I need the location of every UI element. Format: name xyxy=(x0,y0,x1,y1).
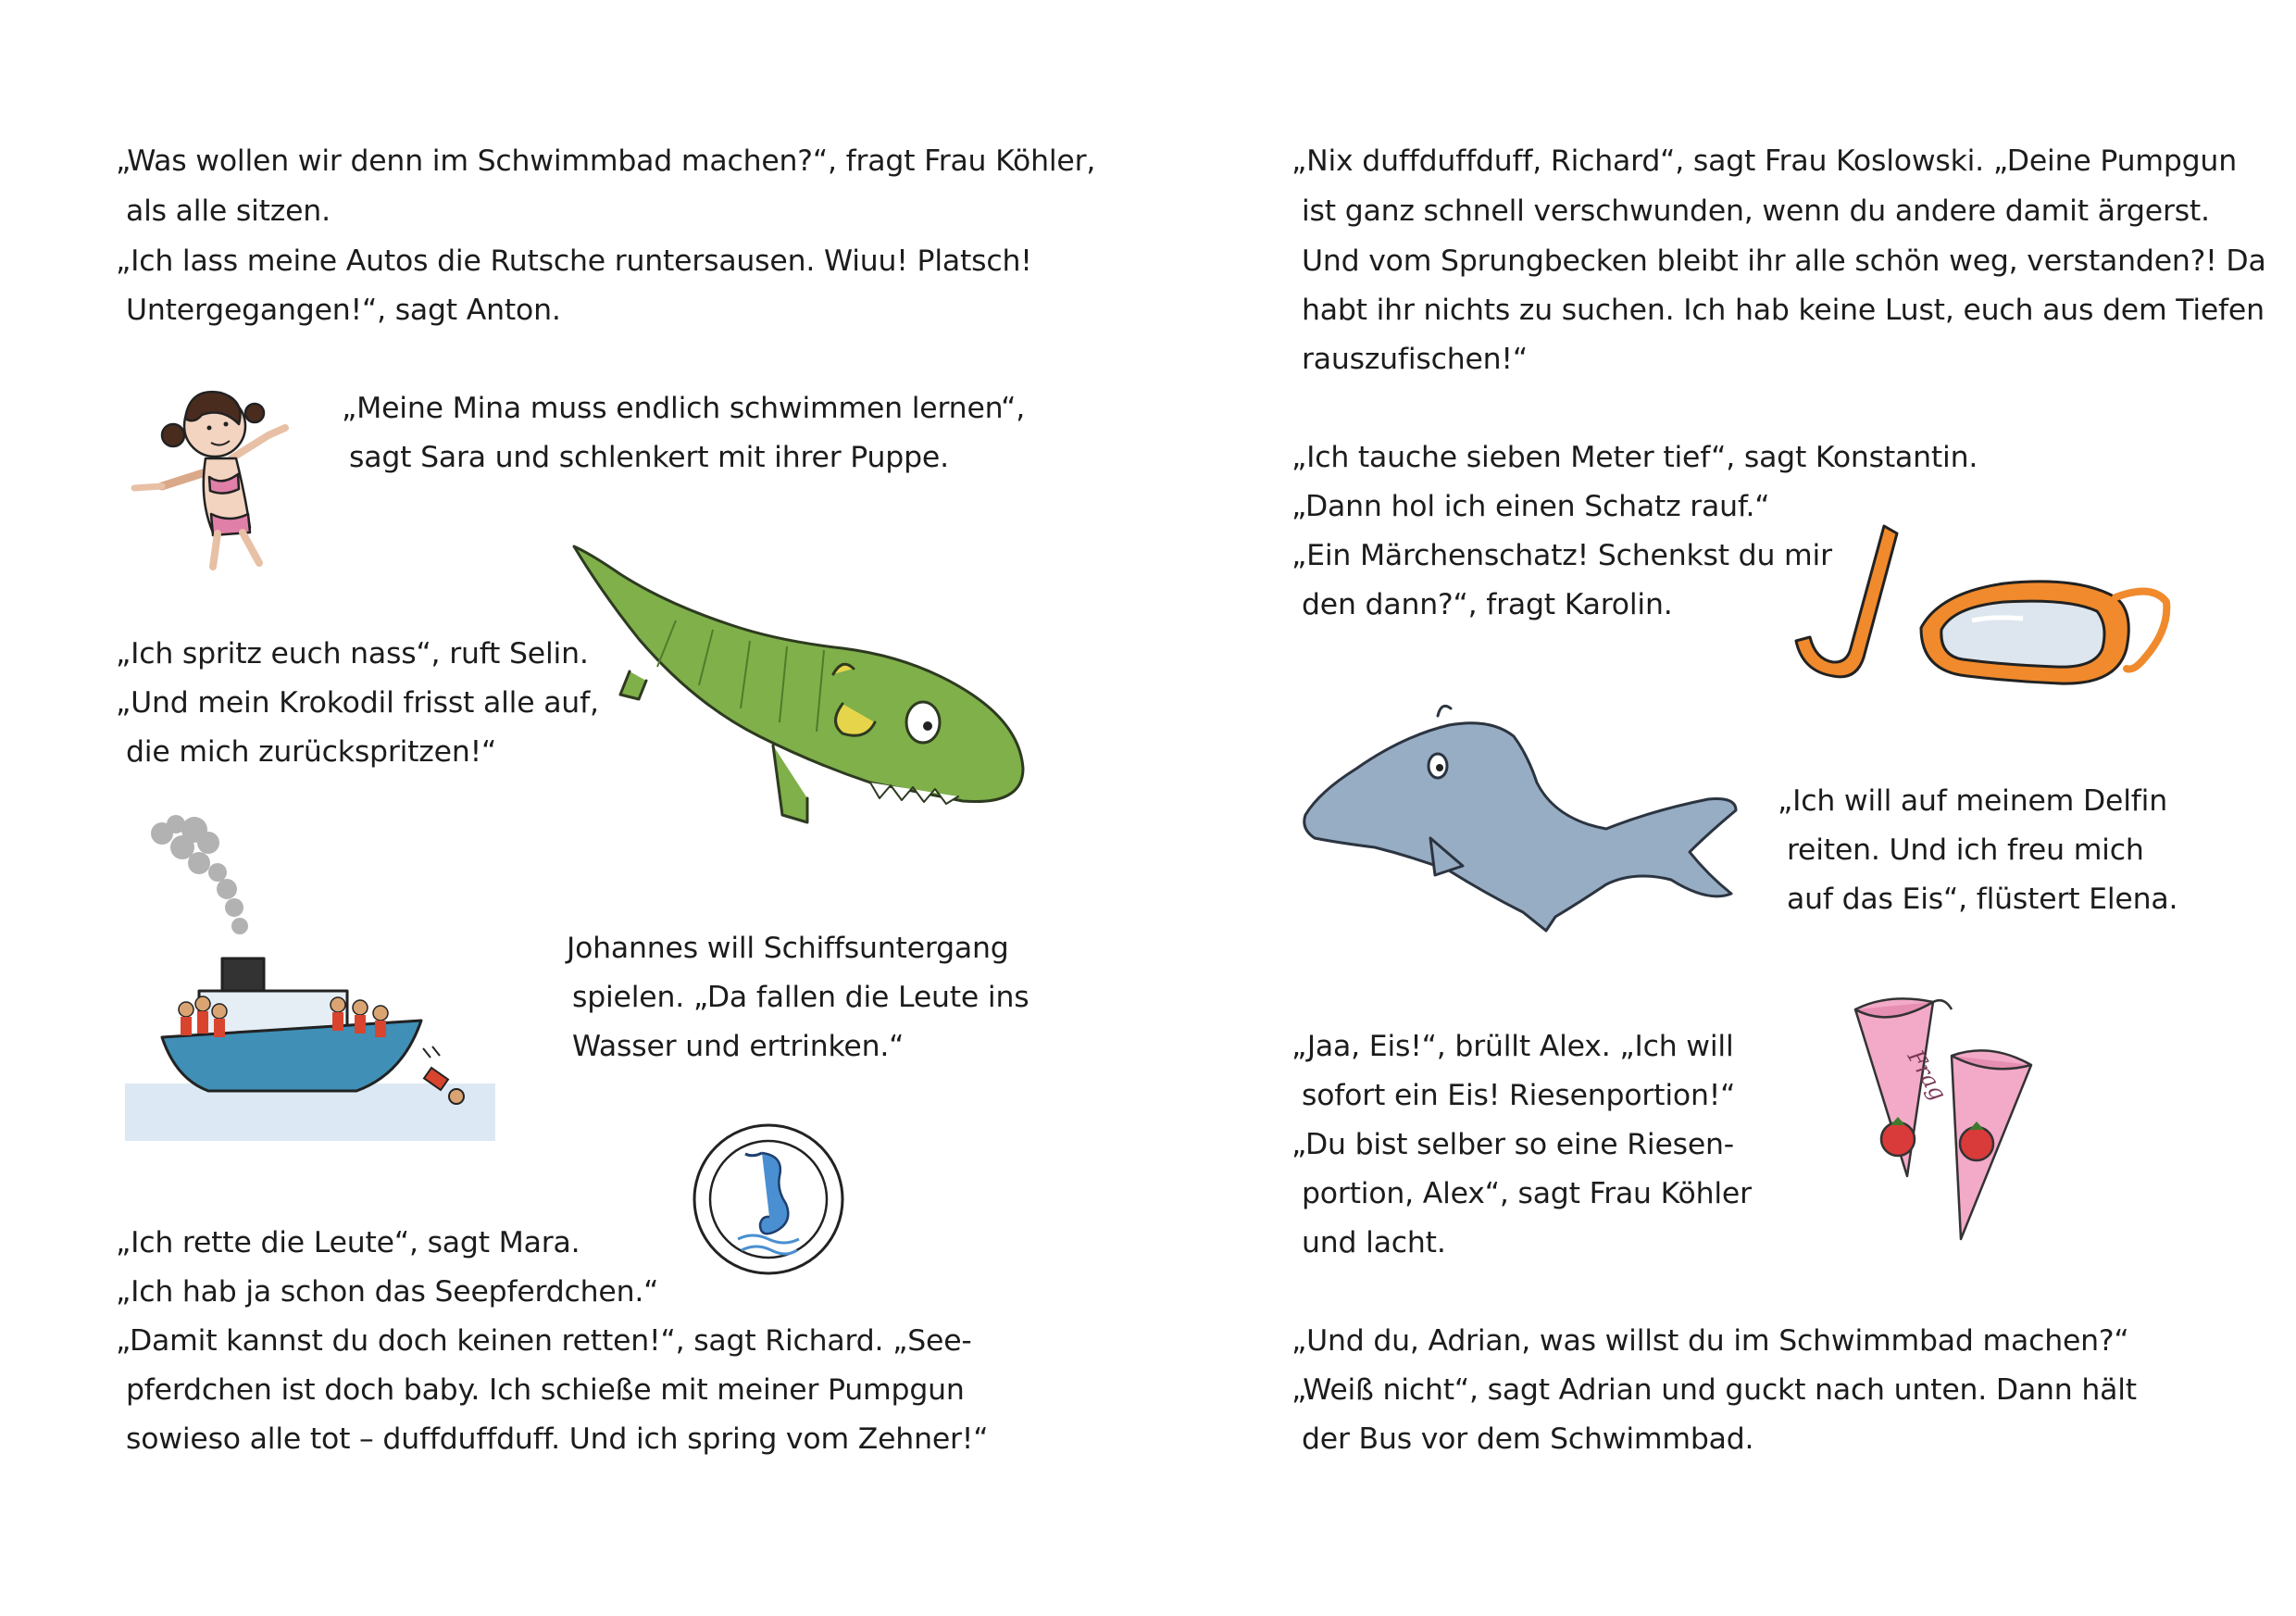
text-line: ist ganz schnell verschwunden, wenn du andere damit ärgerst. xyxy=(1302,194,2210,228)
text-line: „Weiß nicht“, sagt Adrian und guckt nach unten. Dann hält xyxy=(1292,1373,2137,1407)
text-line: als alle sitzen. xyxy=(126,194,331,228)
text-line: „Und du, Adrian, was willst du im Schwimmbad machen?“ xyxy=(1292,1324,2129,1358)
text-line: Wasser und ertrinken.“ xyxy=(572,1030,905,1063)
text-line: „Jaa, Eis!“, brüllt Alex. „Ich will xyxy=(1292,1030,1734,1063)
toy-crocodile-illustration xyxy=(565,537,1028,852)
text-line: die mich zurückspritzen!“ xyxy=(126,735,497,769)
text-line: habt ihr nichts zu suchen. Ich hab keine Lust, euch aus dem Tiefen xyxy=(1302,294,2265,327)
text-line: „Ich hab ja schon das Seepferdchen.“ xyxy=(116,1275,659,1309)
text-line: den dann?“, fragt Karolin. xyxy=(1302,588,1673,621)
text-line: „Ich spritz euch nass“, ruft Selin. xyxy=(116,637,589,670)
right-page xyxy=(1148,0,2296,1616)
snorkel-mask-illustration xyxy=(1782,519,2171,704)
text-line: pferdchen ist doch baby. Ich schieße mit meiner Pumpgun xyxy=(126,1373,965,1407)
text-line: Und vom Sprungbecken bleibt ihr alle schön weg, verstanden?! Da xyxy=(1302,244,2266,278)
text-line: „Ein Märchenschatz! Schenkst du mir xyxy=(1292,539,1832,572)
text-line: „Und mein Krokodil frisst alle auf, xyxy=(116,686,599,720)
text-line: „Damit kannst du doch keinen retten!“, sagt Richard. „See- xyxy=(116,1324,972,1358)
ice-cream-cones-illustration xyxy=(1852,991,2074,1246)
text-line: der Bus vor dem Schwimmbad. xyxy=(1302,1422,1754,1456)
text-line: „Was wollen wir denn im Schwimmbad machen?“, fragt Frau Köhler, xyxy=(116,144,1096,178)
text-line: „Ich lass meine Autos die Rutsche runtersausen. Wiuu! Platsch! xyxy=(116,244,1032,278)
text-line: und lacht. xyxy=(1302,1226,1446,1259)
text-line: sofort ein Eis! Riesenportion!“ xyxy=(1302,1079,1736,1112)
text-line: Johannes will Schiffsuntergang xyxy=(567,932,1009,965)
text-line: „Ich tauche sieben Meter tief“, sagt Konstantin. xyxy=(1292,441,1978,474)
text-line: sowieso alle tot – duffduffduff. Und ich spring vom Zehner!“ xyxy=(126,1422,989,1456)
seahorse-badge-illustration xyxy=(690,1121,847,1278)
text-line: rauszufischen!“ xyxy=(1302,343,1528,376)
text-line: „Ich will auf meinem Delfin xyxy=(1778,784,2167,818)
text-line: sagt Sara und schlenkert mit ihrer Puppe. xyxy=(349,441,949,474)
text-line: „Du bist selber so eine Riesen- xyxy=(1292,1128,1734,1161)
wrapper-label: Frag xyxy=(1902,1046,1952,1106)
text-line: Untergegangen!“, sagt Anton. xyxy=(126,294,561,327)
girl-in-swimsuit-illustration xyxy=(120,370,296,579)
text-line: „Meine Mina muss endlich schwimmen lernen“, xyxy=(342,392,1026,425)
toy-dolphin-illustration xyxy=(1301,681,1745,935)
text-line: auf das Eis“, flüstert Elena. xyxy=(1787,883,2178,916)
text-line: spielen. „Da fallen die Leute ins xyxy=(572,981,1029,1014)
text-line: „Nix duffduffduff, Richard“, sagt Frau Koslowski. „Deine Pumpgun xyxy=(1292,144,2237,178)
text-line: reiten. Und ich freu mich xyxy=(1787,833,2144,867)
text-line: „Dann hol ich einen Schatz rauf.“ xyxy=(1292,490,1770,523)
text-line: „Ich rette die Leute“, sagt Mara. xyxy=(116,1226,580,1259)
sinking-ship-illustration xyxy=(125,806,505,1148)
text-line: portion, Alex“, sagt Frau Köhler xyxy=(1302,1177,1752,1210)
